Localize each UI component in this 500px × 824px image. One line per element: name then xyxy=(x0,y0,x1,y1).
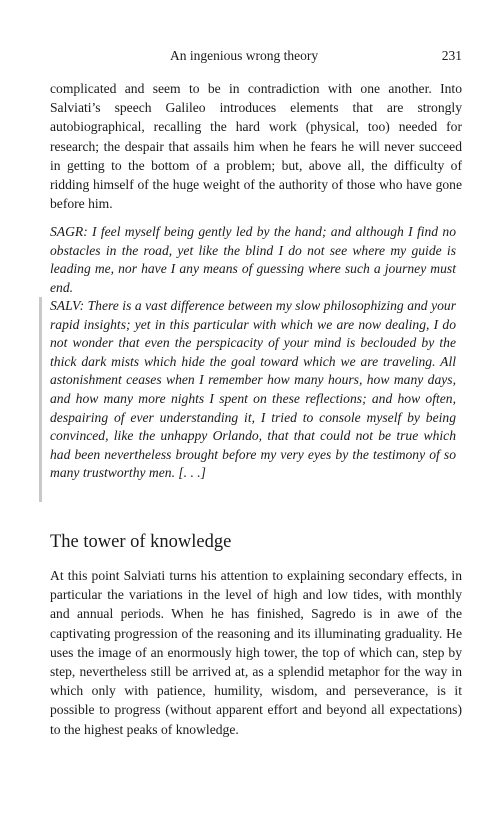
quote-sidebar-rule xyxy=(39,297,42,502)
body-paragraph-2: At this point Salviati turns his attention to explaining secondary effects, in particular the variations in the level of high and low tides, with monthly and annual periods. When he has finished, Sagredo is in awe of the captivating progression of the reasoning and its illuminating graduality. He uses the image of an enormously high tower, the top of which can, step by step, nevertheless still be arrived at, as a splendid metaphor for the way in which only with patience, humility, wisdom, and perseverance, is it possible to progress (without apparent effort and beyond all expectations) to the highest peaks of knowledge. xyxy=(50,568,462,737)
block-quote-salviati: SALV: There is a vast difference between my slow philosophizing and your rapid insights; yet in this particular with which we are now dealing, I do not wonder that even the perspicacity of your mind is beclouded by the thick dark mists which hide the goal toward which we are traveling. All astonishment ceases when I remember how many hours, how many days, and how many more nights I spent on these reflections; and how often, despairing of ever understanding it, I tried to console myself by being convinced, like the unhappy Orlando, that that could not be true which had been nevertheless brought before my very eyes by the testimony of so many trustworthy men. [. . .] xyxy=(50,298,456,481)
body-paragraph-1: complicated and seem to be in contradiction with one another. Into Salviati’s speech Galileo introduces elements that are strongly autobiographical, recalling the hard work (physical, too) needed for research; the despair that assails him when he fears he will never succeed in getting to the bottom of a problem; but, above all, the difficulty of ridding himself of the huge weight of the authority of those who have gone before him. xyxy=(50,81,462,212)
section-heading: The tower of knowledge xyxy=(50,532,232,552)
running-head-title: An ingenious wrong theory xyxy=(170,48,319,63)
running-head xyxy=(50,48,462,68)
block-quote-sagredo: SAGR: I feel myself being gently led by the hand; and although I find no obstacles in the road, yet like the blind I do not see where my guide is leading me, nor have I any means of guessing where such a journey must end. xyxy=(50,224,456,295)
page-number: 231 xyxy=(441,48,462,63)
